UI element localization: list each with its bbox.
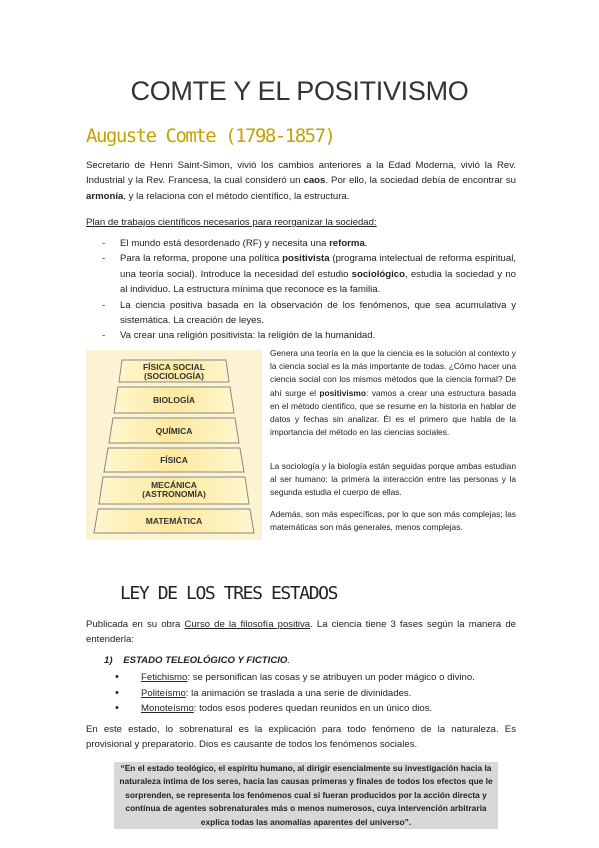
section-intro: Publicada en su obra Curso de la filosofía positiva. La ciencia tiene 3 fases según la manera de entenderla: [86,619,516,646]
section-heading: LEY DE LOS TRES ESTADOS [120,583,338,604]
quote-block: “En el estado teológico, el espíritu humano, al dirigir esencialmente su investigación hacia la naturaleza íntima de los seres, hacia las causas primeras y finales de todos los efectos que le sorprenden, se representa los fenómenos cual si fueran producidos por la acción directa y continua de agentes sobrenaturales más o menos numerosos, cuya intervención arbitraria explica todas las anomalías aparentes del universo”. [114,762,498,829]
pyramid-label: QUÍMICA [155,426,193,436]
pyramid-label: MECÁNICA [151,480,197,490]
estado-list [115,670,515,717]
list-item: • Politeísmo: la animación se traslada a una serie de divinidades. [115,686,515,702]
pyramid-label: (SOCIOLOGÍA) [144,371,204,381]
list-item: • Fetichismo: se personifican las cosas y se atribuyen un poder mágico o divino. [115,670,515,686]
list-item: - Va crear una religión positivista: la religión de la humanidad. [86,328,516,343]
list-item: - Para la reforma, propone una política positivista (programa intelectual de reforma espiritual, una teoría social). Introduce la necesidad del estudio sociológico, estudia la sociedad y no al individuo. La estructura mínima que reconoce es la familia. [86,251,516,297]
page-title: COMTE Y EL POSITIVISMO [130,76,469,106]
side-paragraph-1: Genera una teoría en la que la ciencia es la solución al contexto y la ciencia social es la más importante de todas. ¿Cómo hacer una ciencia social con los mismos métodos que la ciencia formal? De ahí surge el positivismo: vamos a crear una estructura basada en el método científico, que se resume en la historia en hablar de datos y fechas sin analizar. Él es el primero que habla de la importancia del método en las ciencias sociales. [270,348,516,438]
pyramid-label: BIOLOGÍA [152,395,196,405]
pyramid-label: MATEMÁTICA [145,516,203,526]
list-item: • Monoteísmo: todos esos poderes quedan reunidos en un único dios. [115,701,515,717]
pyramid-label: FÍSICA SOCIAL [142,362,206,372]
list-item: - La ciencia positiva basada en la observación de los fenómenos, que sea acumulativa y sistemática. La creación de leyes. [86,298,516,329]
list-item: - El mundo está desordenado (RF) y necesita una reforma. [86,236,516,251]
author-heading: Auguste Comte (1798-1857) [86,125,335,147]
science-pyramid [86,350,262,540]
estado-heading: 1) ESTADO TELEOLÓGICO Y FICTICIO. [104,655,291,666]
intro-paragraph: Secretario de Henri Saint-Simon, vivió los cambios anteriores a la Edad Moderna, vivió la Rev. Industrial y la Rev. Francesa, la cual consideró un caos. Por ello, la sociedad debía de encontrar su armonía, y la relaciona con el método científico, la estructura. [86,160,517,202]
pyramid-label: FÍSICA [160,455,188,465]
side-paragraph-2: La sociología y la biología están seguidas porque ambas estudian al ser humano: la primera la interacción entre las personas y la segunda estudia el cuerpo de ellas. [270,461,516,498]
estado-paragraph: En este estado, lo sobrenatural es la explicación para todo fenómeno de la naturaleza. Es provisional y preparatorio. Dios es causante de todos los fenómenos sociales. [86,724,516,751]
side-paragraph-3: Además, son más específicas, por lo que son más complejas; las matemáticas son más generales, menos complejas. [270,509,516,533]
pyramid-label: (ASTRONOMÍA) [142,489,206,499]
plan-heading: Plan de trabajos científicos necesarios para reorganizar la sociedad: [86,217,377,228]
plan-list [86,236,516,344]
